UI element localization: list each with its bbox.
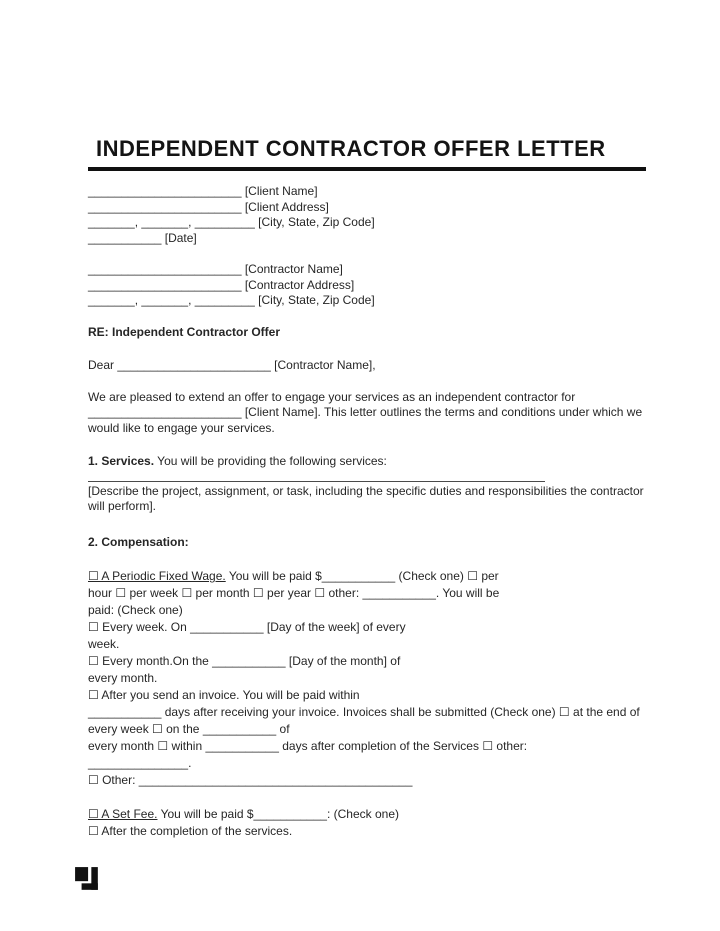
compensation-line: ☐ Every month.On the ___________ [Day of the month] of xyxy=(88,654,401,668)
periodic-wage-lead-text: You will be paid $___________ (Check one) ☐ per xyxy=(225,569,499,583)
client-city-state-zip-line: _______, _______, _________ [City, State, Zip Code] xyxy=(88,215,375,229)
title-divider xyxy=(88,167,646,171)
compensation-line: week. xyxy=(88,637,120,651)
compensation-line: _______________. xyxy=(88,756,192,770)
contractor-name-line: _______________________ [Contractor Name] xyxy=(88,262,343,276)
compensation-line: every week ☐ on the ___________ of xyxy=(88,722,290,736)
services-section xyxy=(88,454,646,515)
compensation-line: paid: (Check one) xyxy=(88,603,183,617)
contractor-address-block xyxy=(88,262,646,309)
page-title: INDEPENDENT CONTRACTOR OFFER LETTER xyxy=(96,136,606,161)
services-description-line: [Describe the project, assignment, or task, including the specific duties and responsibilities the contractor xyxy=(88,483,644,498)
client-address-block xyxy=(88,184,646,246)
periodic-fixed-wage-section xyxy=(88,568,646,789)
set-fee-option-label: ☐ A Set Fee. xyxy=(88,807,158,821)
set-fee-lead-line xyxy=(88,806,646,823)
intro-line: _______________________ [Client Name]. This letter outlines the terms and conditions under which we xyxy=(88,405,643,419)
services-heading-text: You will be providing the following services: xyxy=(154,454,387,468)
set-fee-lead-text: You will be paid $___________: (Check one) xyxy=(157,807,399,821)
set-fee-completion-line: ☐ After the completion of the services. xyxy=(88,824,293,838)
compensation-other-line: ☐ Other: _________________________________________ xyxy=(88,773,413,787)
compensation-line: ☐ Every week. On ___________ [Day of the week] of every xyxy=(88,620,406,634)
compensation-heading: 2. Compensation: xyxy=(88,534,189,549)
contractor-city-state-zip-line: _______, _______, _________ [City, State, Zip Code] xyxy=(88,293,375,307)
re-block xyxy=(88,325,646,341)
salutation-block xyxy=(88,358,646,374)
letter-content xyxy=(88,136,646,840)
intro-line: would like to engage your services. xyxy=(88,420,275,435)
set-fee-section xyxy=(88,806,646,840)
salutation-line: Dear _______________________ [Contractor Name], xyxy=(88,358,376,372)
periodic-wage-option-label: ☐ A Periodic Fixed Wage. xyxy=(88,569,226,583)
date-line: ___________ [Date] xyxy=(88,230,197,245)
intro-line: We are pleased to extend an offer to engage your services as an independent contractor for xyxy=(88,389,576,404)
compensation-line: hour ☐ per week ☐ per month ☐ per year ☐ other: ___________. You will be xyxy=(88,586,500,600)
services-blank-line xyxy=(88,470,545,482)
legal-templates-logo xyxy=(74,866,100,892)
client-address-line: _______________________ [Client Address] xyxy=(88,199,329,214)
compensation-line: every month ☐ within ___________ days after completion of the Services ☐ other: xyxy=(88,739,528,753)
intro-paragraph xyxy=(88,390,646,437)
compensation-line: every month. xyxy=(88,671,158,685)
services-heading-label: 1. Services. xyxy=(88,454,155,468)
compensation-heading-block xyxy=(88,535,646,551)
compensation-line: ☐ After you send an invoice. You will be paid within xyxy=(88,688,360,702)
compensation-line: ___________ days after receiving your invoice. Invoices shall be submitted (Check one) ☐ at the end of xyxy=(88,705,640,719)
re-subject-line: RE: Independent Contractor Offer xyxy=(88,324,281,339)
periodic-wage-lead-line xyxy=(88,568,646,585)
contractor-address-line: _______________________ [Contractor Address] xyxy=(88,277,355,292)
services-heading-line xyxy=(88,454,646,470)
services-description-line: will perform]. xyxy=(88,499,157,513)
legal-templates-logo-icon xyxy=(74,866,100,892)
client-name-line: _______________________ [Client Name] xyxy=(88,184,318,198)
